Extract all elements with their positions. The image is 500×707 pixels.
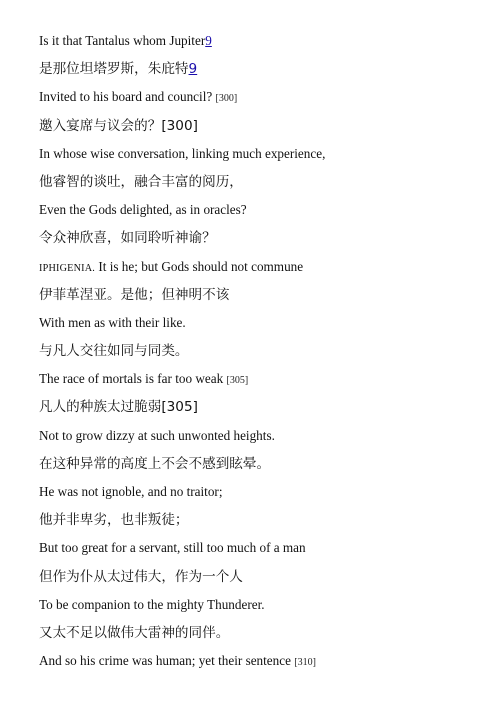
line-text: Invited to his board and council? — [39, 89, 213, 105]
line-text: He was not ignoble, and no traitor; — [39, 484, 223, 499]
chinese-line — [39, 506, 479, 534]
chinese-line — [39, 55, 479, 83]
chinese-line — [39, 450, 479, 478]
line-number: [310] — [294, 657, 316, 669]
chinese-line — [39, 112, 479, 140]
english-line — [39, 253, 479, 281]
line-text: 是那位坦塔罗斯，朱庇特 — [39, 61, 189, 78]
line-text: 又太不足以做伟大雷神的同伴。 — [39, 624, 230, 641]
english-line — [39, 196, 479, 224]
bilingual-text — [39, 27, 479, 675]
chinese-line — [39, 563, 479, 591]
line-text: 但作为仆从太过伟大，作为一个人 — [39, 568, 243, 585]
english-line — [39, 309, 479, 337]
footnote-link[interactable]: 9 — [205, 33, 212, 48]
line-text: 与凡人交往如同与同类。 — [39, 343, 189, 360]
line-text: In whose wise conversation, linking much experience, — [39, 145, 326, 161]
line-text: 他睿智的谈吐，融合丰富的阅历， — [39, 173, 243, 190]
line-text: Even the Gods delighted, as in oracles? — [39, 202, 247, 218]
chinese-line — [39, 337, 479, 365]
footnote-link[interactable]: 9 — [188, 61, 198, 78]
english-line — [39, 83, 479, 111]
line-text: 邀入宴席与议会的？[300] — [39, 117, 198, 134]
line-text: And so his crime was human; yet their sentence — [39, 653, 291, 669]
english-line — [39, 534, 479, 562]
chinese-line — [39, 619, 479, 647]
chinese-line — [39, 168, 479, 196]
line-text: It is he; but Gods should not commune — [95, 258, 304, 274]
line-number: [305] — [226, 375, 249, 387]
line-text: With men as with their like. — [39, 314, 186, 330]
line-text: But too great for a servant, still too much of a man — [39, 540, 306, 556]
english-line — [39, 478, 479, 506]
line-text: 伊菲革涅亚。是他；但神明不该 — [39, 286, 230, 303]
line-text: The race of mortals is far too weak — [39, 371, 224, 387]
line-text: Is it that Tantalus whom Jupiter — [39, 33, 206, 48]
english-line — [39, 365, 479, 393]
line-text: 在这种异常的高度上不会不感到眩晕。 — [39, 455, 271, 472]
line-number: [300] — [215, 93, 238, 105]
chinese-line — [39, 393, 479, 421]
chinese-line — [39, 281, 479, 309]
line-text: To be companion to the mighty Thunderer. — [39, 596, 265, 612]
english-line — [39, 591, 479, 619]
english-line — [39, 647, 479, 675]
english-line — [39, 140, 479, 168]
line-text: Not to grow dizzy at such unwonted heights. — [39, 427, 275, 443]
speaker-name: IPHIGENIA. — [39, 262, 96, 274]
english-line — [39, 27, 479, 55]
english-line — [39, 422, 479, 450]
line-text: 令众神欣喜，如同聆听神谕？ — [39, 230, 216, 247]
line-text: 他并非卑劣，也非叛徒； — [39, 512, 189, 529]
chinese-line — [39, 224, 479, 252]
line-text: 凡人的种族太过脆弱[305] — [39, 399, 198, 416]
